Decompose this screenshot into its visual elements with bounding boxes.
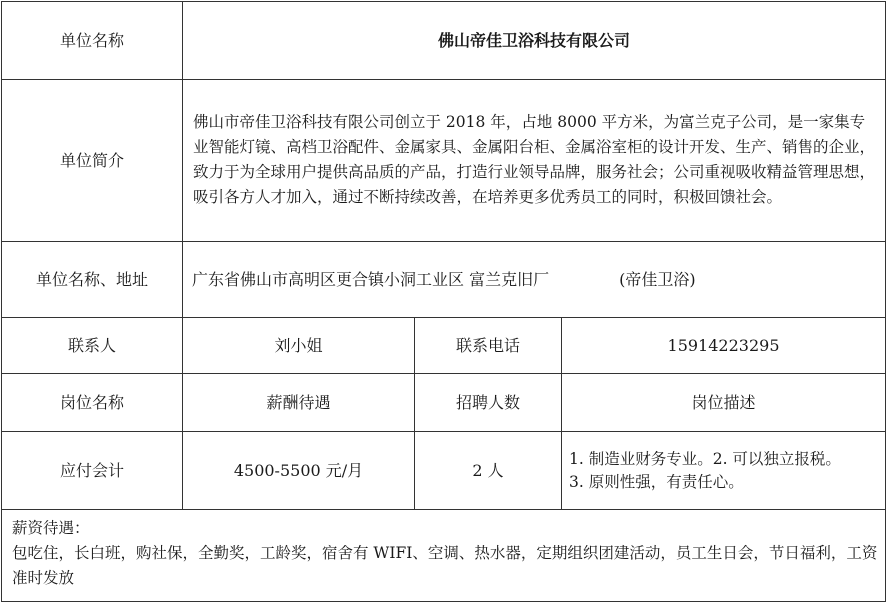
phone-label: 联系电话: [415, 318, 562, 374]
header-position: 岗位名称: [2, 374, 183, 432]
address-cell: [183, 242, 886, 318]
company-name-value: 佛山帝佳卫浴科技有限公司: [183, 2, 886, 80]
phone-value: 15914223295: [562, 318, 886, 374]
job-description-line-2: 3. 原则性强，有责任心。: [569, 472, 744, 491]
company-intro-row: [2, 80, 886, 242]
job-description-line-1: 1. 制造业财务专业。2. 可以独立报税。: [569, 449, 841, 468]
contact-row: [2, 318, 886, 374]
address-note: (帝佳卫浴): [619, 269, 696, 289]
job-salary: 4500-5500 元/月: [183, 432, 415, 510]
job-description: [562, 432, 886, 510]
header-salary: 薪酬待遇: [183, 374, 415, 432]
job-header-row: [2, 374, 886, 432]
company-intro-label: 单位简介: [2, 80, 183, 242]
benefits-title: 薪资待遇：: [12, 519, 90, 537]
recruitment-table: [1, 1, 886, 602]
benefits-cell: [2, 510, 886, 602]
benefits-row: [2, 510, 886, 602]
header-description: 岗位描述: [562, 374, 886, 432]
contact-value: 刘小姐: [183, 318, 415, 374]
benefits-text: 包吃住，长白班，购社保，全勤奖，工龄奖，宿舍有 WIFI、空调、热水器，定期组织团建活动，员工生日会，节日福利，工资准时发放: [12, 544, 878, 587]
job-row: [2, 432, 886, 510]
company-intro-text: 佛山市帝佳卫浴科技有限公司创立于 2018 年，占地 8000 平方米，为富兰克子公司，是一家集专业智能灯镜、高档卫浴配件、金属家具、金属阳台柜、金属浴室柜的设计开发、生产、销售的企业，致力于为全球用户提供高品质的产品，打造行业领导品牌，服务社会；公司重视吸收精益管理思想，吸引各方人才加入，通过不断持续改善，在培养更多优秀员工的同时，积极回馈社会。: [183, 80, 886, 242]
address-label: 单位名称、地址: [2, 242, 183, 318]
company-name-row: [2, 2, 886, 80]
job-position: 应付会计: [2, 432, 183, 510]
job-headcount: 2 人: [415, 432, 562, 510]
company-name-label: 单位名称: [2, 2, 183, 80]
header-headcount: 招聘人数: [415, 374, 562, 432]
contact-label: 联系人: [2, 318, 183, 374]
address-row: [2, 242, 886, 318]
address-text: 广东省佛山市高明区更合镇小洞工业区 富兰克旧厂: [192, 269, 550, 289]
